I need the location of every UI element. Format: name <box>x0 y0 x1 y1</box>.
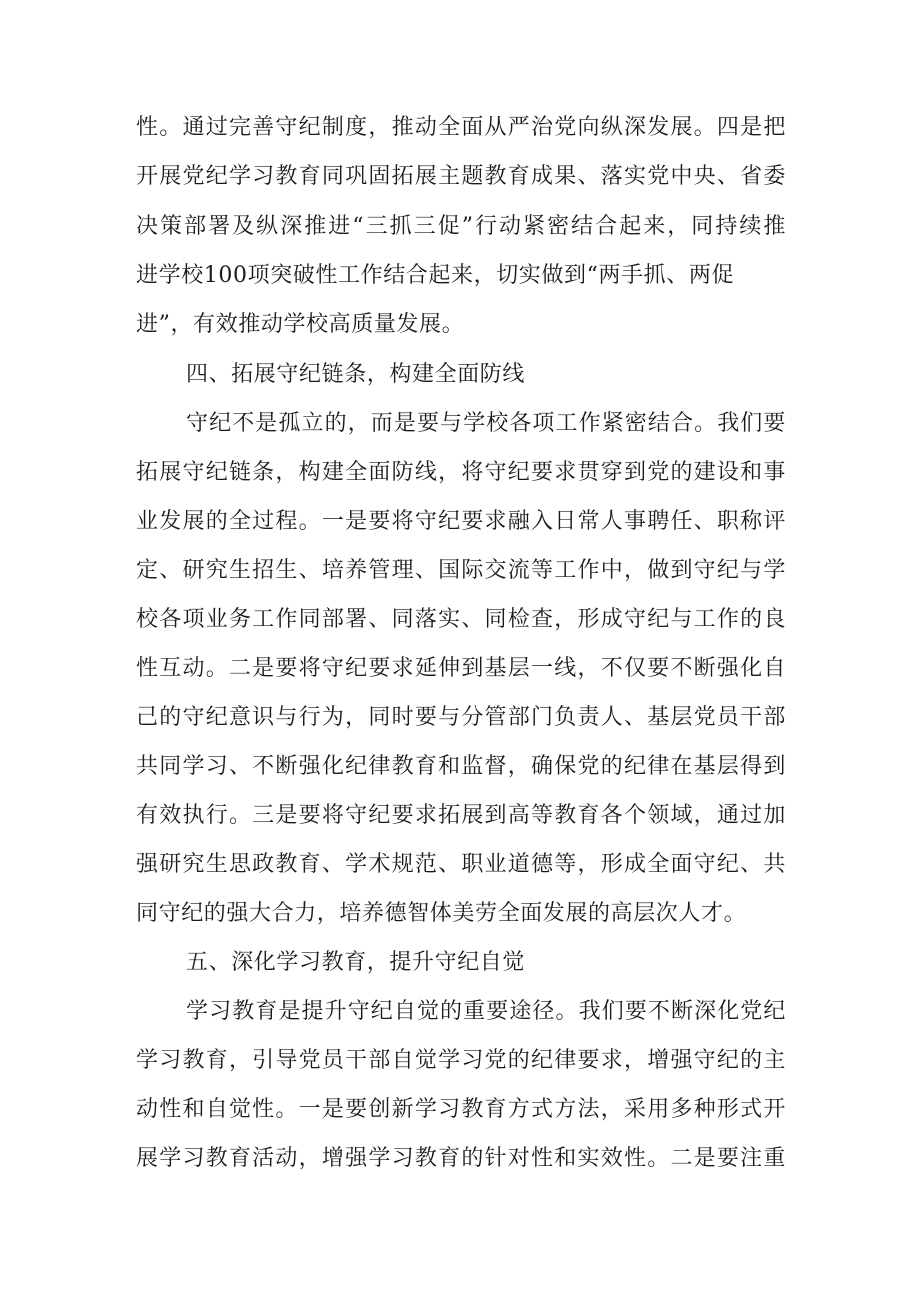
text-line-11: 校各项业务工作同部署、同落实、同检查，形成守纪与工作的良 <box>136 607 786 632</box>
text-line-20: 学习教育，引导党员干部自觉学习党的纪律要求，增强守纪的主 <box>136 1048 786 1073</box>
text-line-14: 共同学习、不断强化纪律教育和监督，确保党的纪律在基层得到 <box>136 754 786 779</box>
text-line-10: 定、研究生招生、培养管理、国际交流等工作中，做到守纪与学 <box>136 558 786 583</box>
text-line-13: 己的守纪意识与行为，同时要与分管部门负责人、基层党员干部 <box>136 705 786 730</box>
text-line-19: 学习教育是提升守纪自觉的重要途径。我们要不断深化党纪 <box>186 999 786 1024</box>
text-line-12: 性互动。二是要将守纪要求延伸到基层一线，不仅要不断强化自 <box>136 656 786 681</box>
text-line-5: 进”，有效推动学校高质量发展。 <box>136 312 465 337</box>
text-line-8: 拓展守纪链条，构建全面防线，将守纪要求贯穿到党的建设和事 <box>136 460 786 485</box>
text-line-17: 同守纪的强大合力，培养德智体美劳全面发展的高层次人才。 <box>136 901 747 926</box>
text-line-1: 性。通过完善守纪制度，推动全面从严治党向纵深发展。四是把 <box>136 115 786 140</box>
section-heading-5: 五、深化学习教育，提升守纪自觉 <box>186 950 526 975</box>
text-line-21: 动性和自觉性。一是要创新学习教育方式方法，采用多种形式开 <box>136 1097 786 1122</box>
section-heading-4: 四、拓展守纪链条，构建全面防线 <box>186 362 526 387</box>
text-line-7: 守纪不是孤立的，而是要与学校各项工作紧密结合。我们要 <box>186 411 786 436</box>
text-line-22: 展学习教育活动，增强学习教育的针对性和实效性。二是要注重 <box>136 1146 786 1171</box>
text-line-15: 有效执行。三是要将守纪要求拓展到高等教育各个领域，通过加 <box>136 803 786 828</box>
text-line-3: 决策部署及纵深推进“三抓三促”行动紧密结合起来，同持续推 <box>136 214 786 239</box>
text-line-16: 强研究生思政教育、学术规范、职业道德等，形成全面守纪、共 <box>136 852 786 877</box>
text-line-4: 进学校100项突破性工作结合起来，切实做到“两手抓、两促 <box>136 263 735 288</box>
text-line-2: 开展党纪学习教育同巩固拓展主题教育成果、落实党中央、省委 <box>136 164 786 189</box>
text-line-9: 业发展的全过程。一是要将守纪要求融入日常人事聘任、职称评 <box>136 509 786 534</box>
